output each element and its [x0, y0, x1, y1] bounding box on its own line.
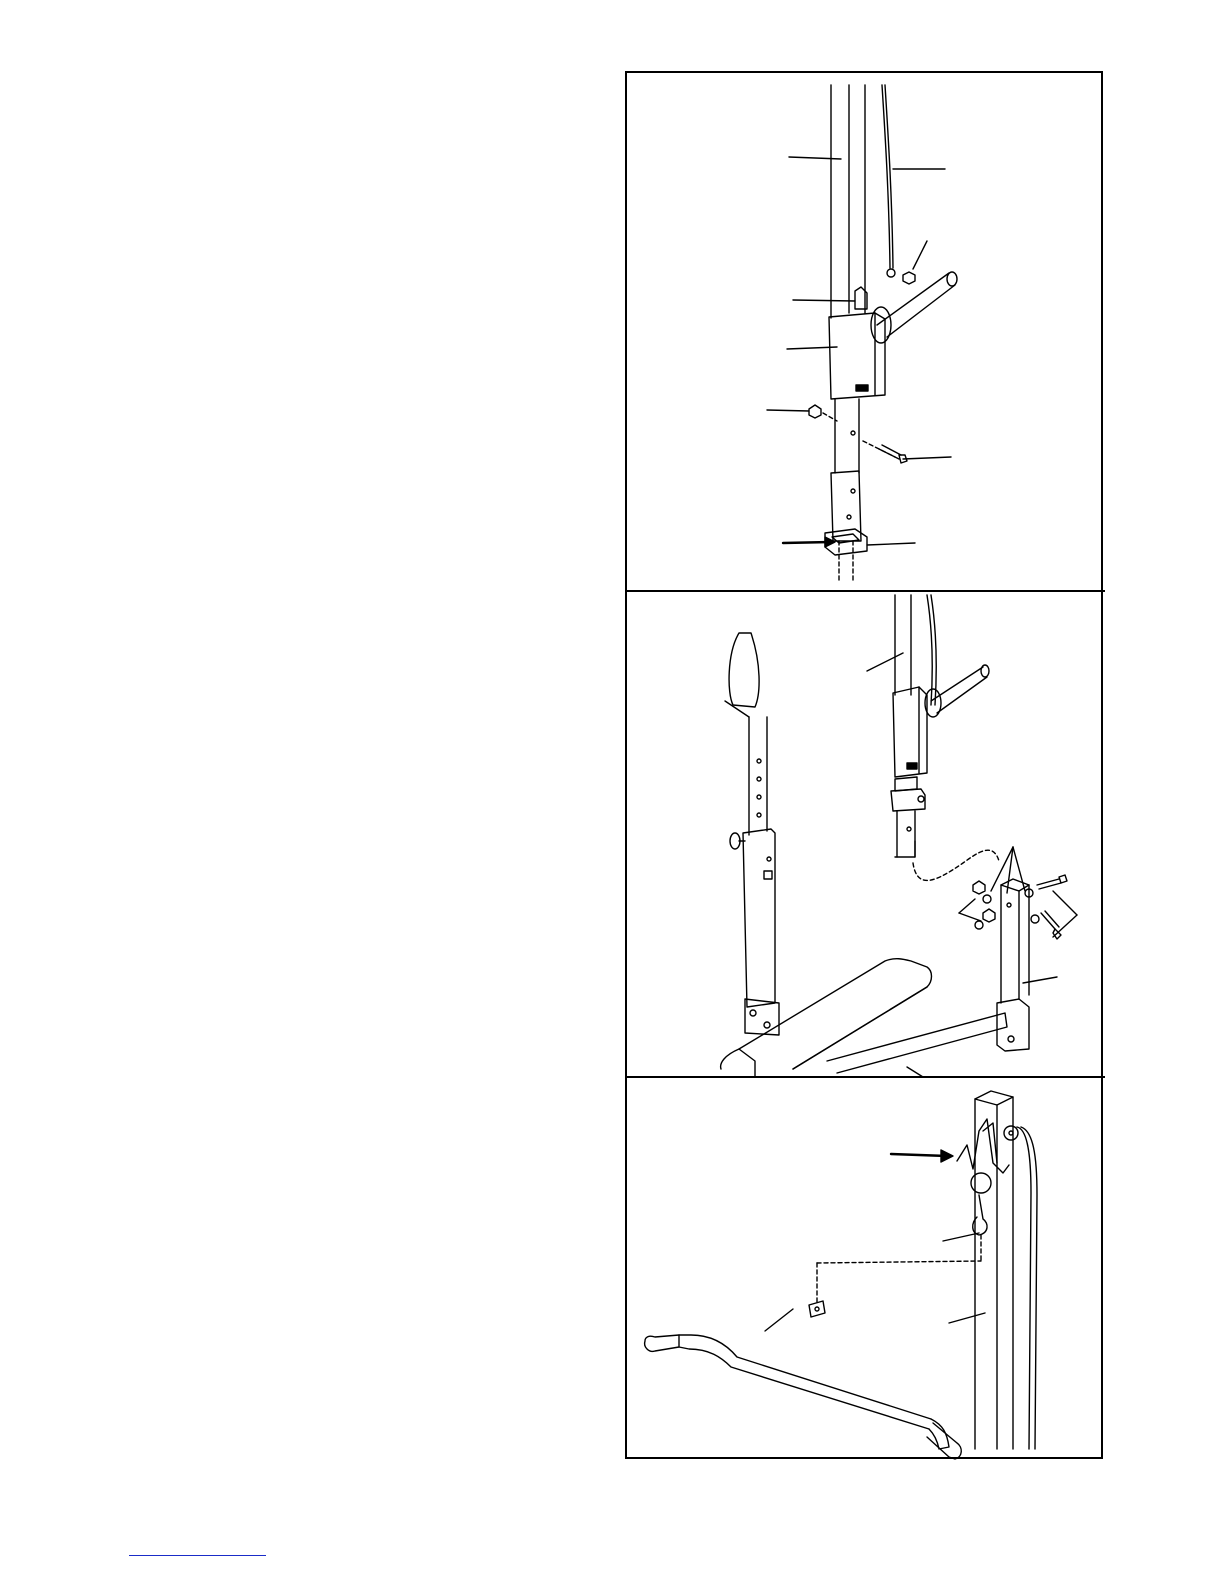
assembly-drawings [627, 73, 1105, 1461]
figure-upright-to-base [721, 595, 1077, 1077]
figure-handle-hook [645, 1091, 1037, 1459]
assembly-figures-frame [625, 71, 1103, 1459]
nut-icon [903, 272, 915, 284]
figure-exploded-upright [767, 85, 957, 583]
footer-link-underline[interactable] [129, 1555, 266, 1556]
nut-icon [809, 405, 821, 418]
nut-icon [973, 881, 985, 894]
nut-icon [983, 909, 995, 922]
